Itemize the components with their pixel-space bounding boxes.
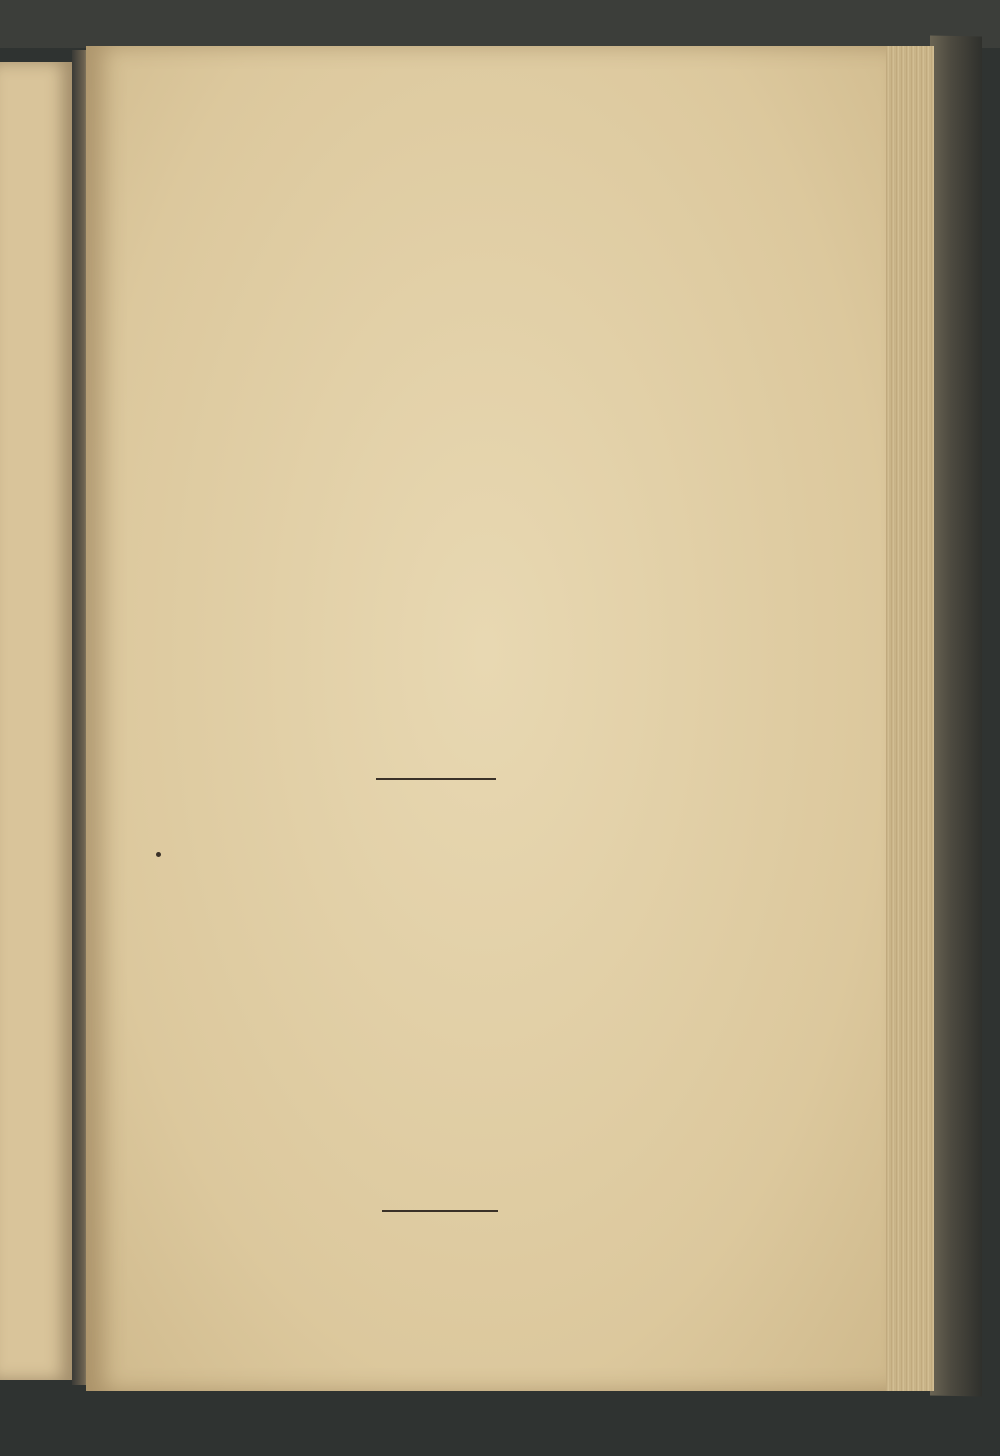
end-divider — [382, 1210, 498, 1212]
left-page-edge — [0, 62, 75, 1380]
section-divider — [376, 778, 496, 780]
book-cover-edge — [930, 36, 982, 1397]
page-edges — [880, 46, 934, 1391]
background-top — [0, 0, 1000, 48]
ink-dot — [156, 852, 161, 857]
right-page — [86, 46, 886, 1391]
